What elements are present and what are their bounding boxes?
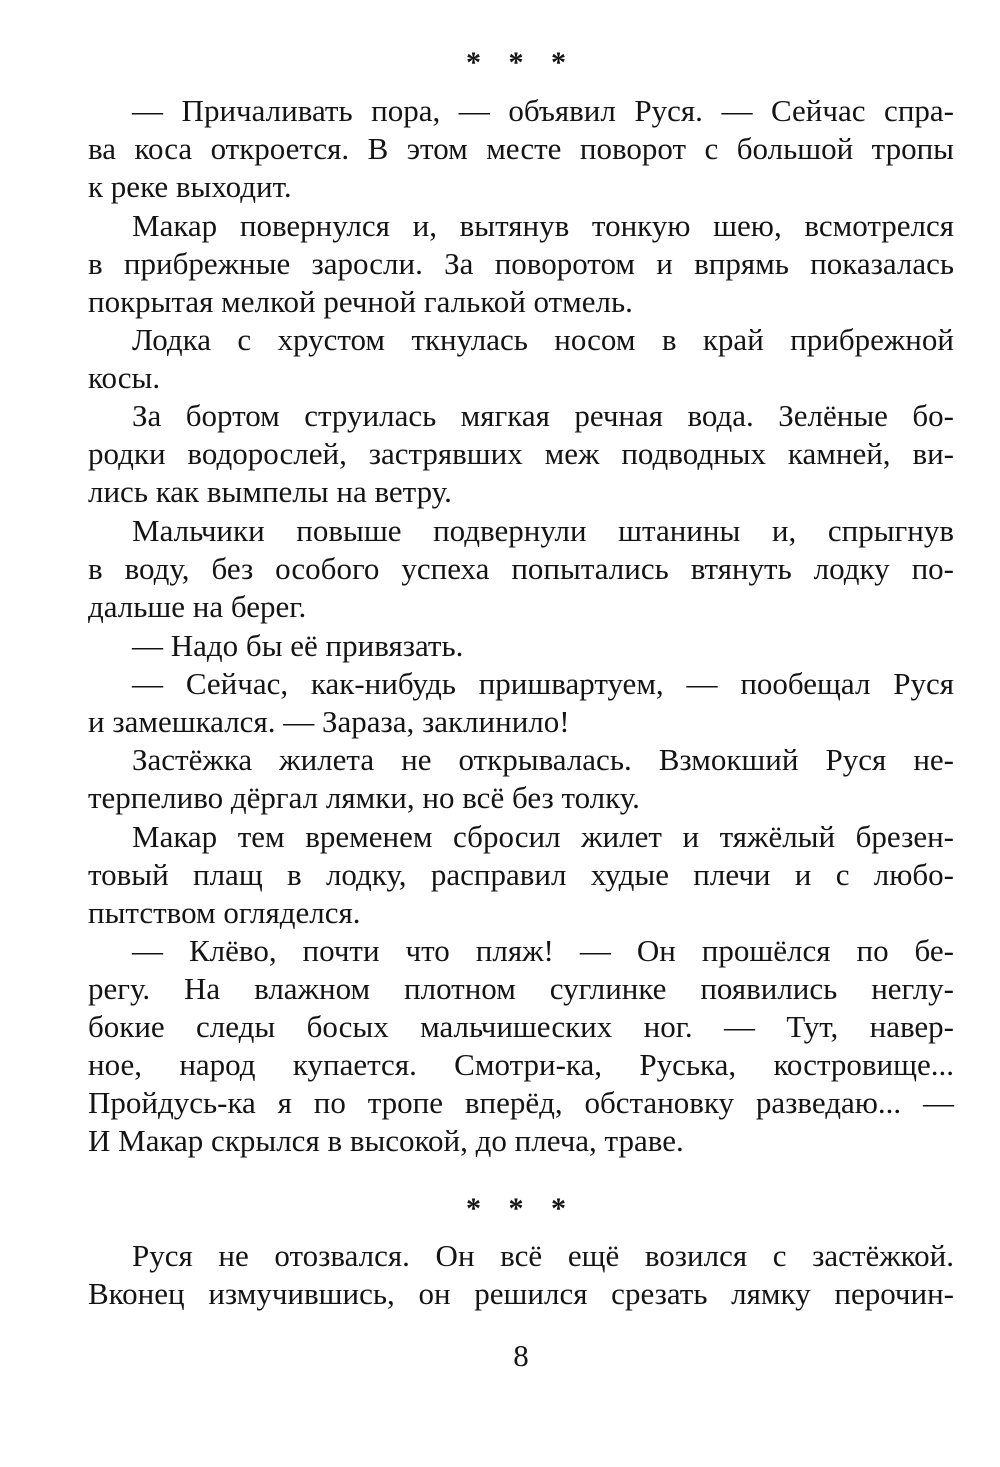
text-line: дальше на берег. <box>88 589 307 624</box>
text-line: к реке выходит. <box>88 169 292 204</box>
text-line: и замешкался. — Зараза, заклинило! <box>88 704 570 739</box>
section-separator-top: * * * <box>466 46 576 79</box>
page-number: 8 <box>513 1338 529 1373</box>
text-line: лись как вымпелы на ветру. <box>88 474 452 509</box>
text-line: Руся не отозвался. Он всё ещё возился с застёжкой. <box>132 1238 954 1273</box>
text-line: И Макар скрылся в высокой, до плеча, траве. <box>88 1123 684 1158</box>
text-line: За бортом струилась мягкая речная вода. Зелёные бо- <box>132 398 954 433</box>
text-line: — Клёво, почти что пляж! — Он прошёлся по бе- <box>132 933 954 968</box>
text-line: Пройдусь-ка я по тропе вперёд, обстановку разведаю... — <box>88 1085 954 1120</box>
text-line: Лодка с хрустом ткнулась носом в край прибрежной <box>132 322 954 357</box>
text-line: Макар тем временем сбросил жилет и тяжёлый брезен- <box>132 819 954 854</box>
text-line: терпеливо дёргал лямки, но всё без толку. <box>88 780 640 815</box>
text-line: родки водорослей, застрявших меж подводных камней, ви- <box>88 436 954 471</box>
text-line: в воду, без особого успеха попытались втянуть лодку по- <box>88 551 954 586</box>
text-line: покрытая мелкой речной галькой отмель. <box>88 284 633 319</box>
text-line: регу. На влажном плотном суглинке появились неглу- <box>88 971 954 1006</box>
text-line: ное, народ купается. Смотри-ка, Руська, костровище... <box>88 1047 954 1082</box>
text-line: в прибрежные заросли. За поворотом и впрямь показалась <box>88 246 954 281</box>
text-line: косы. <box>88 360 161 395</box>
text-line: ва коса откроется. В этом месте поворот с большой тропы <box>88 131 954 166</box>
text-line: Макар повернулся и, вытянув тонкую шею, всмотрелся <box>132 208 954 243</box>
text-line: пытством огляделся. <box>88 895 361 930</box>
text-line: бокие следы босых мальчишеских ног. — Тут, навер- <box>88 1009 954 1044</box>
text-line: Мальчики повыше подвернули штанины и, спрыгнув <box>132 513 954 548</box>
text-line: — Сейчас, как-нибудь пришвартуем, — пообещал Руся <box>132 666 954 701</box>
text-line: Вконец измучившись, он решился срезать лямку перочин- <box>88 1276 954 1311</box>
text-line: товый плащ в лодку, расправил худые плечи и с любо- <box>88 857 954 892</box>
text-line: — Надо бы её привязать. <box>132 628 464 663</box>
text-line: Застёжка жилета не открывалась. Взмокший Руся не- <box>132 742 954 777</box>
section-separator-bottom: * * * <box>466 1192 576 1225</box>
text-line: — Причаливать пора, — объявил Руся. — Сейчас спра- <box>132 93 954 128</box>
